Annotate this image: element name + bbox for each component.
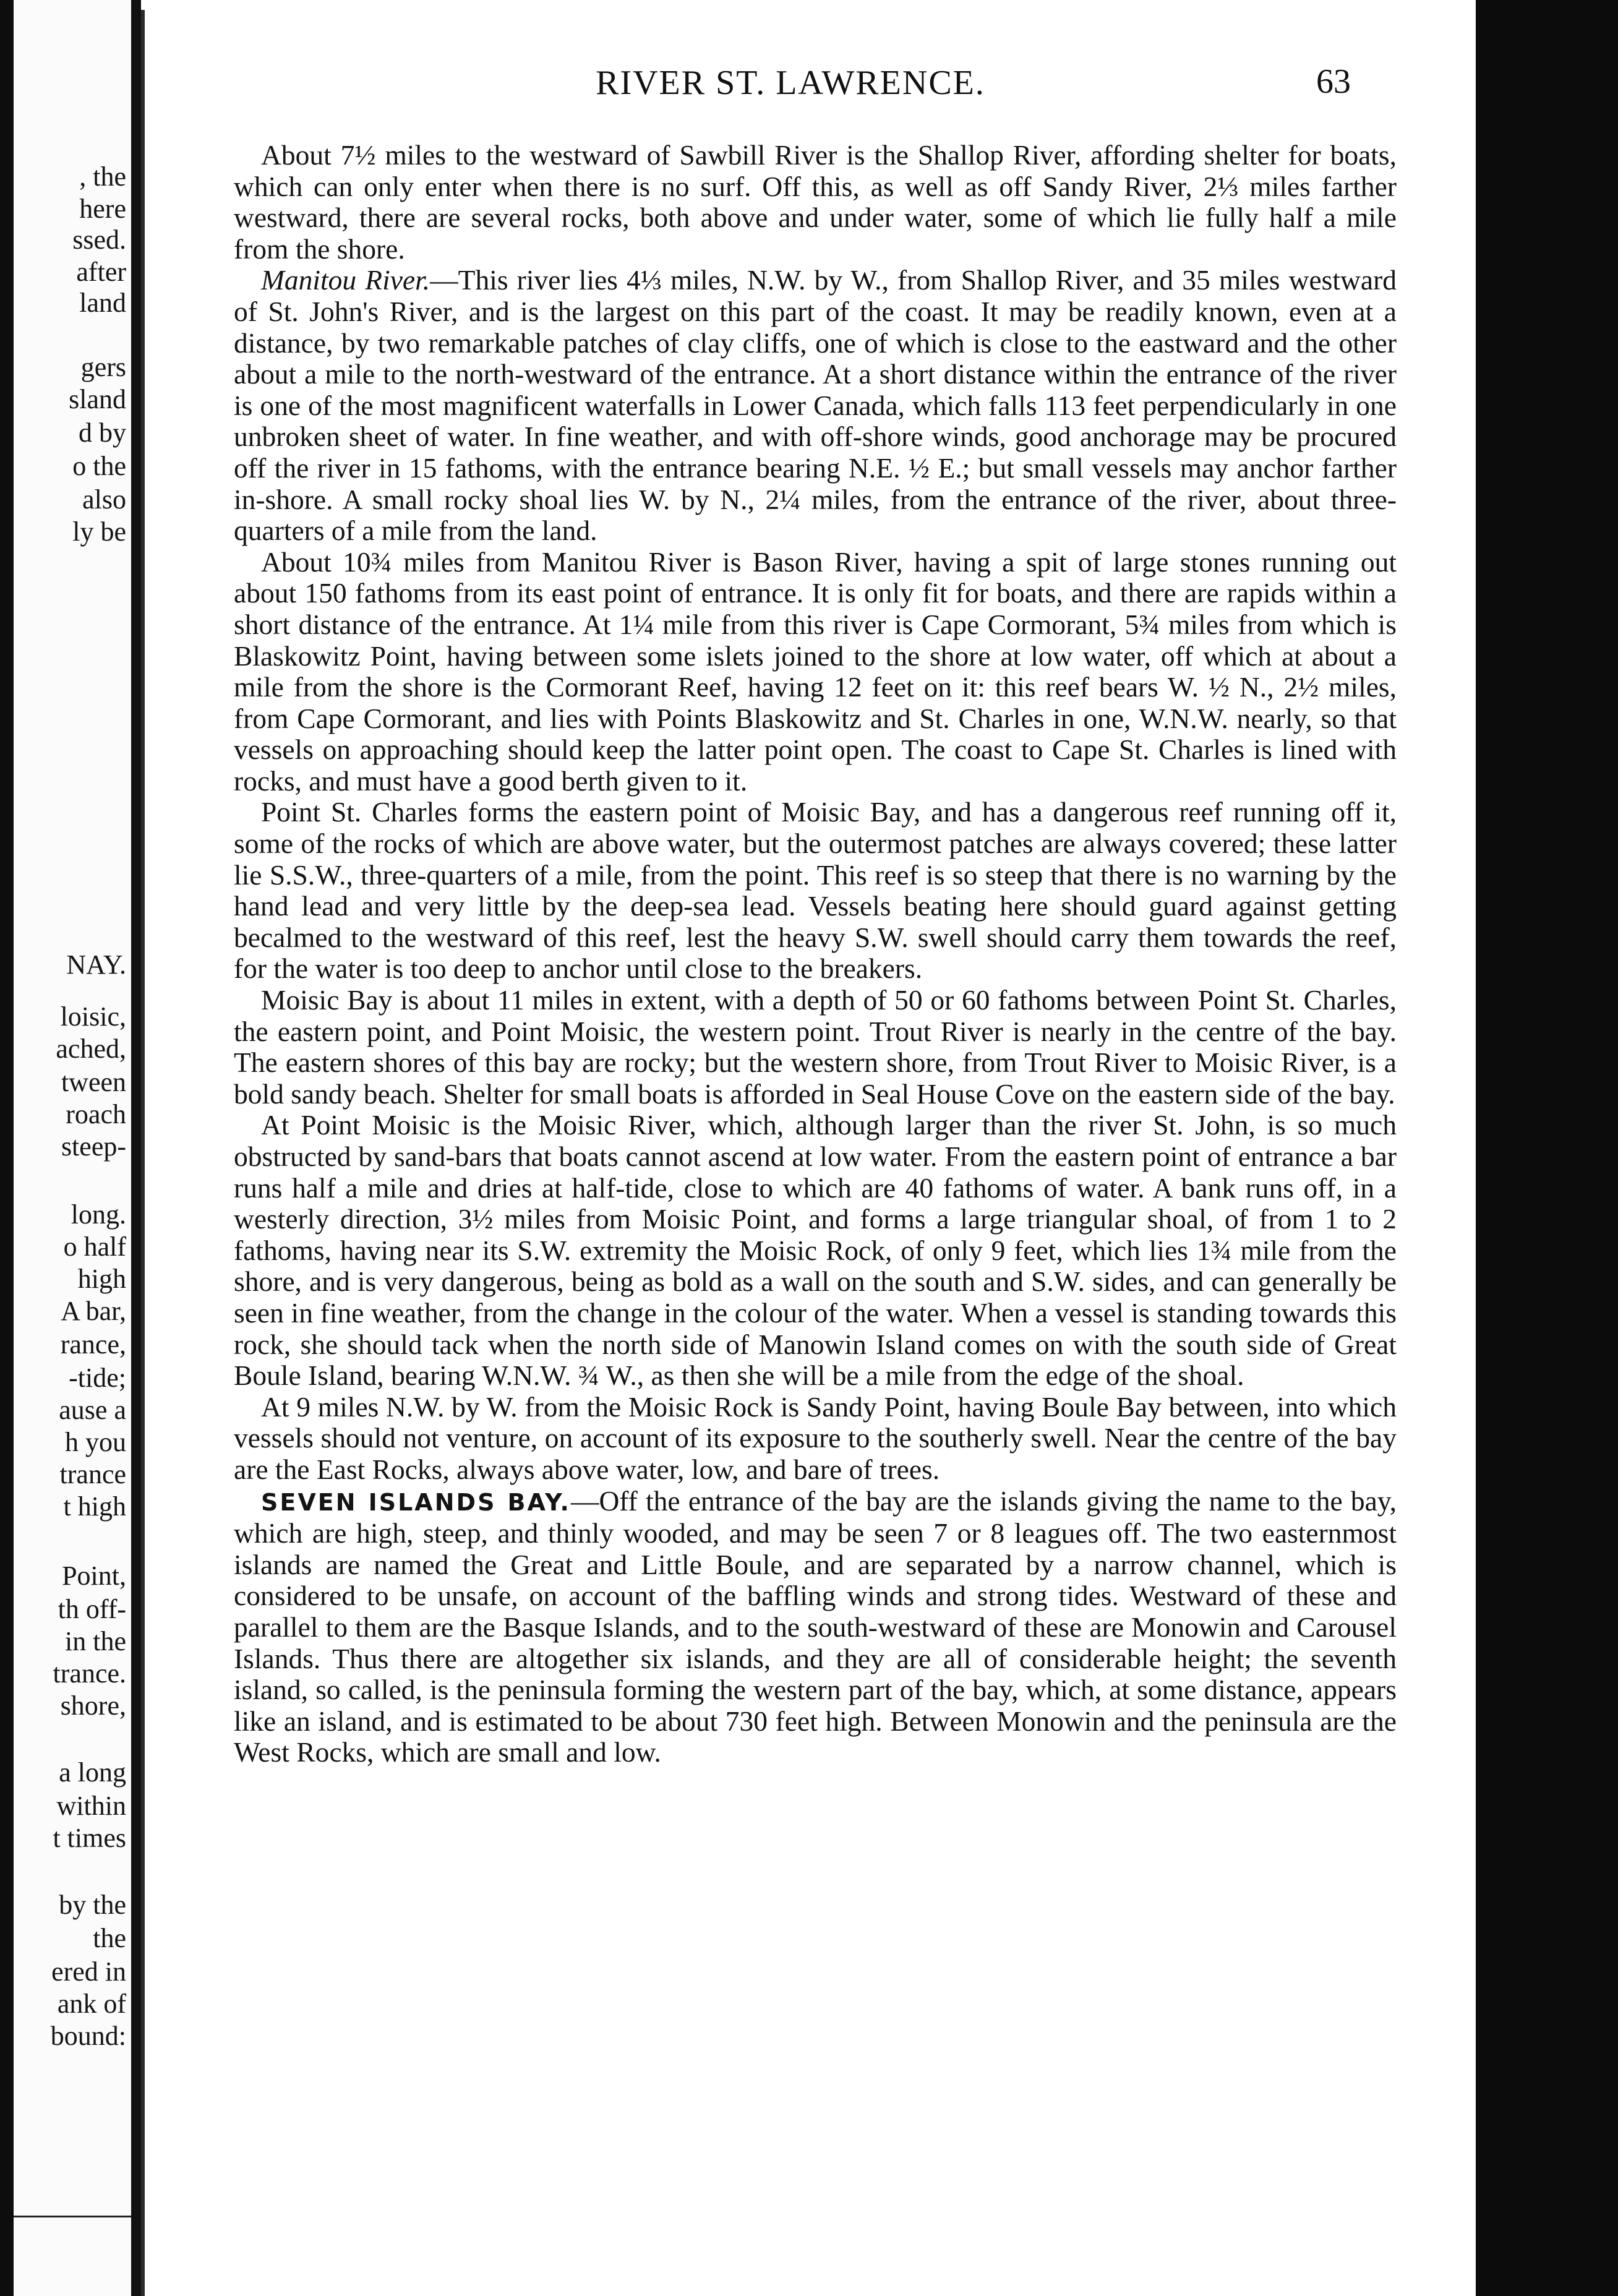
paragraph-text: —Off the entrance of the bay are the islands giving the name to the bay, which are high, steep, and thinly wooded, and may be seen 7 or 8 leagues off. The two easternmost islands are named the Great and Little Boule, and are separated by a narrow channel, which is considered to be unsafe, on account of the baffling winds and strong tides. Westward of these and parallel to them are the Basque Islands, and to the south-westward of these are Monowin and Carousel Islands. Thus there are altogether six islands, and they are all of considerable height; the seventh island, so called, is the peninsula forming the western part of the bay, which, at some distance, appears like an island, and is estimated to be about 730 feet high. Between Monowin and the peninsula are the West Rocks, which are small and low.	[234, 1484, 1397, 1768]
page-number: 63	[1316, 62, 1351, 101]
prev-page-line: ached,	[56, 1034, 126, 1064]
prev-page-line: Point,	[62, 1561, 126, 1591]
prev-page-line: , the	[79, 161, 126, 192]
prev-page-line: trance	[59, 1459, 126, 1489]
prev-page-line: rance,	[60, 1329, 126, 1360]
prev-page-line: o half	[63, 1232, 126, 1262]
paragraph	[234, 547, 1397, 797]
paragraph-text: About 7½ miles to the westward of Sawbill River is the Shallop River, affording shelter for boats, which can only enter when there is no surf. Off this, as well as off Sandy River, 2⅓ miles farther westward, there are several rocks, both above and under water, some of which lie fully half a mile from the shore.	[234, 139, 1397, 265]
book-gutter	[131, 0, 141, 2296]
prev-page-line: in the	[65, 1626, 126, 1656]
prev-page-line: gers	[80, 352, 126, 382]
prev-page-line: -tide;	[69, 1363, 126, 1393]
book-page	[141, 10, 1476, 2296]
paragraph	[234, 985, 1397, 1110]
prev-page-line: d by	[79, 418, 126, 448]
prev-page-line: land	[79, 288, 126, 318]
prev-page-line: ssed.	[72, 225, 126, 255]
prev-page-line: o the	[72, 451, 126, 481]
prev-page-line: high	[77, 1264, 126, 1294]
prev-page-line: the	[93, 1923, 126, 1953]
prev-page-line: a long	[59, 1757, 126, 1788]
prev-page-line: tween	[61, 1067, 126, 1097]
prev-page-line: by the	[59, 1890, 126, 1920]
prev-page-line: ause a	[59, 1395, 126, 1425]
prev-page-line: trance.	[53, 1658, 126, 1689]
paragraph-text: Point St. Charles forms the eastern point of Moisic Bay, and has a dangerous reef running off it, some of the rocks of which are above water, but the outermost patches are always covered; these latter lie S.S.W., three-quarters of a mile, from the point. This reef is so steep that there is no warning by the hand lead and very little by the deep-sea lead. Vessels beating here should guard against getting becalmed to the westward of this reef, lest the heavy S.W. swell should carry them towards the reef, for the water is too deep to anchor until close to the breakers.	[234, 796, 1397, 985]
paragraph	[234, 140, 1397, 265]
scan-border-left	[0, 0, 14, 2296]
previous-page-fragment	[14, 0, 131, 2296]
paragraph-text: At Point Moisic is the Moisic River, which, although larger than the river St. John, is so much obstructed by sand-bars that boats cannot ascend at low water. From the eastern point of entrance a bar runs half a mile and dries at half-tide, close to which are 40 fathoms of water. A bank runs off, in a westerly direction, 3½ miles from Moisic Point, and forms a large triangular shoal, of from 1 to 2 fathoms, having near its S.W. extremity the Moisic Rock, of only 9 feet, which lies 1¾ mile from the shore, and is very dangerous, being as bold as a wall on the south and S.W. sides, and can generally be seen in fine weather, from the change in the colour of the water. When a vessel is standing towards this rock, she should tack when the north side of Manowin Island comes on with the south side of Great Boule Island, bearing W.N.W. ¾ W., as then she will be a mile from the edge of the shoal.	[234, 1109, 1397, 1392]
prev-page-line: here	[79, 194, 126, 224]
prev-page-line: t times	[53, 1823, 126, 1853]
paragraph	[234, 1486, 1397, 1768]
paragraph	[234, 797, 1397, 985]
prev-page-line: also	[82, 484, 126, 515]
prev-page-line: bound:	[50, 2021, 126, 2051]
prev-page-line: after	[76, 257, 126, 287]
prev-page-line: ered in	[51, 1956, 126, 1987]
scan-border-right	[1476, 0, 1618, 2296]
prev-page-line: roach	[66, 1099, 126, 1129]
prev-page-line: th off-	[58, 1594, 126, 1624]
running-head-title: RIVER ST. LAWRENCE.	[596, 64, 985, 102]
paragraph-text: About 10¾ miles from Manitou River is Bason River, having a spit of large stones running out about 150 fathoms from its east point of entrance. It is only fit for boats, and there are rapids within a short distance of the entrance. At 1¼ mile from this river is Cape Cormorant, 5¾ miles from which is Blaskowitz Point, having between some islets joined to the shore at low water, off which at about a mile from the shore is the Cormorant Reef, having 12 feet on it: this reef bears W. ½ N., 2½ miles, from Cape Cormorant, and lies with Points Blaskowitz and St. Charles in one, W.N.W. nearly, so that vessels on approaching should keep the latter point open. The coast to Cape St. Charles is lined with rocks, and must have a good berth given to it.	[234, 546, 1397, 797]
prev-page-line: A bar,	[61, 1296, 126, 1326]
prev-page-line: sland	[69, 384, 126, 414]
paragraph-text: At 9 miles N.W. by W. from the Moisic Rock is Sandy Point, having Boule Bay between, into which vessels should not venture, on account of its exposure to the southerly swell. Near the centre of the bay are the East Rocks, always above water, low, and bare of trees.	[234, 1390, 1397, 1485]
prev-page-line: ly be	[72, 516, 126, 547]
prev-page-line: shore,	[60, 1690, 126, 1721]
paragraph-text: Moisic Bay is about 11 miles in extent, with a depth of 50 or 60 fathoms between Point St. Charles, the eastern point, and Point Moisic, the western point. Trout River is nearly in the centre of the bay. The eastern shores of this bay are rocky; but the western shore, from Trout River to Moisic River, is a bold sandy beach. Shelter for small boats is afforded in Seal House Cove on the eastern side of the bay.	[234, 984, 1397, 1110]
prev-page-line: h you	[65, 1427, 126, 1457]
paragraph	[234, 1392, 1397, 1486]
prev-page-line: steep-	[61, 1131, 126, 1162]
paragraph	[234, 265, 1397, 546]
prev-page-line: within	[56, 1791, 126, 1821]
body-text	[234, 140, 1397, 1768]
prev-page-line: t high	[63, 1491, 126, 1522]
prev-page-line: long.	[71, 1199, 126, 1230]
paragraph	[234, 1110, 1397, 1391]
prev-page-line: ank of	[57, 1989, 126, 2019]
section-heading-seven-islands-bay: SEVEN ISLANDS BAY.	[261, 1488, 571, 1516]
prev-page-line: loisic,	[60, 1001, 126, 1032]
paragraph-text: —This river lies 4⅓ miles, N.W. by W., from Shallop River, and 35 miles westward of St. John's River, and is the largest on this part of the coast. It may be readily known, even at a distance, by two remarkable patches of clay cliffs, one of which is close to the eastward and the other about a mile to the north-westward of the entrance. At a short distance within the entrance of the river is one of the most magnificent waterfalls in Lower Canada, which falls 113 feet perpendicularly in one unbroken sheet of water. In fine weather, and with off-shore winds, good anchorage may be procured off the river in 15 fathoms, with the entrance bearing N.E. ½ E.; but small vessels may anchor farther in-shore. A small rocky shoal lies W. by N., 2¼ miles, from the entrance of the river, about three-quarters of a mile from the land.	[234, 264, 1397, 547]
page-edge	[141, 10, 145, 2296]
prev-page-rule	[14, 2216, 131, 2217]
prev-page-line: NAY.	[66, 949, 126, 980]
section-heading-manitou-river: Manitou River.	[261, 264, 430, 296]
